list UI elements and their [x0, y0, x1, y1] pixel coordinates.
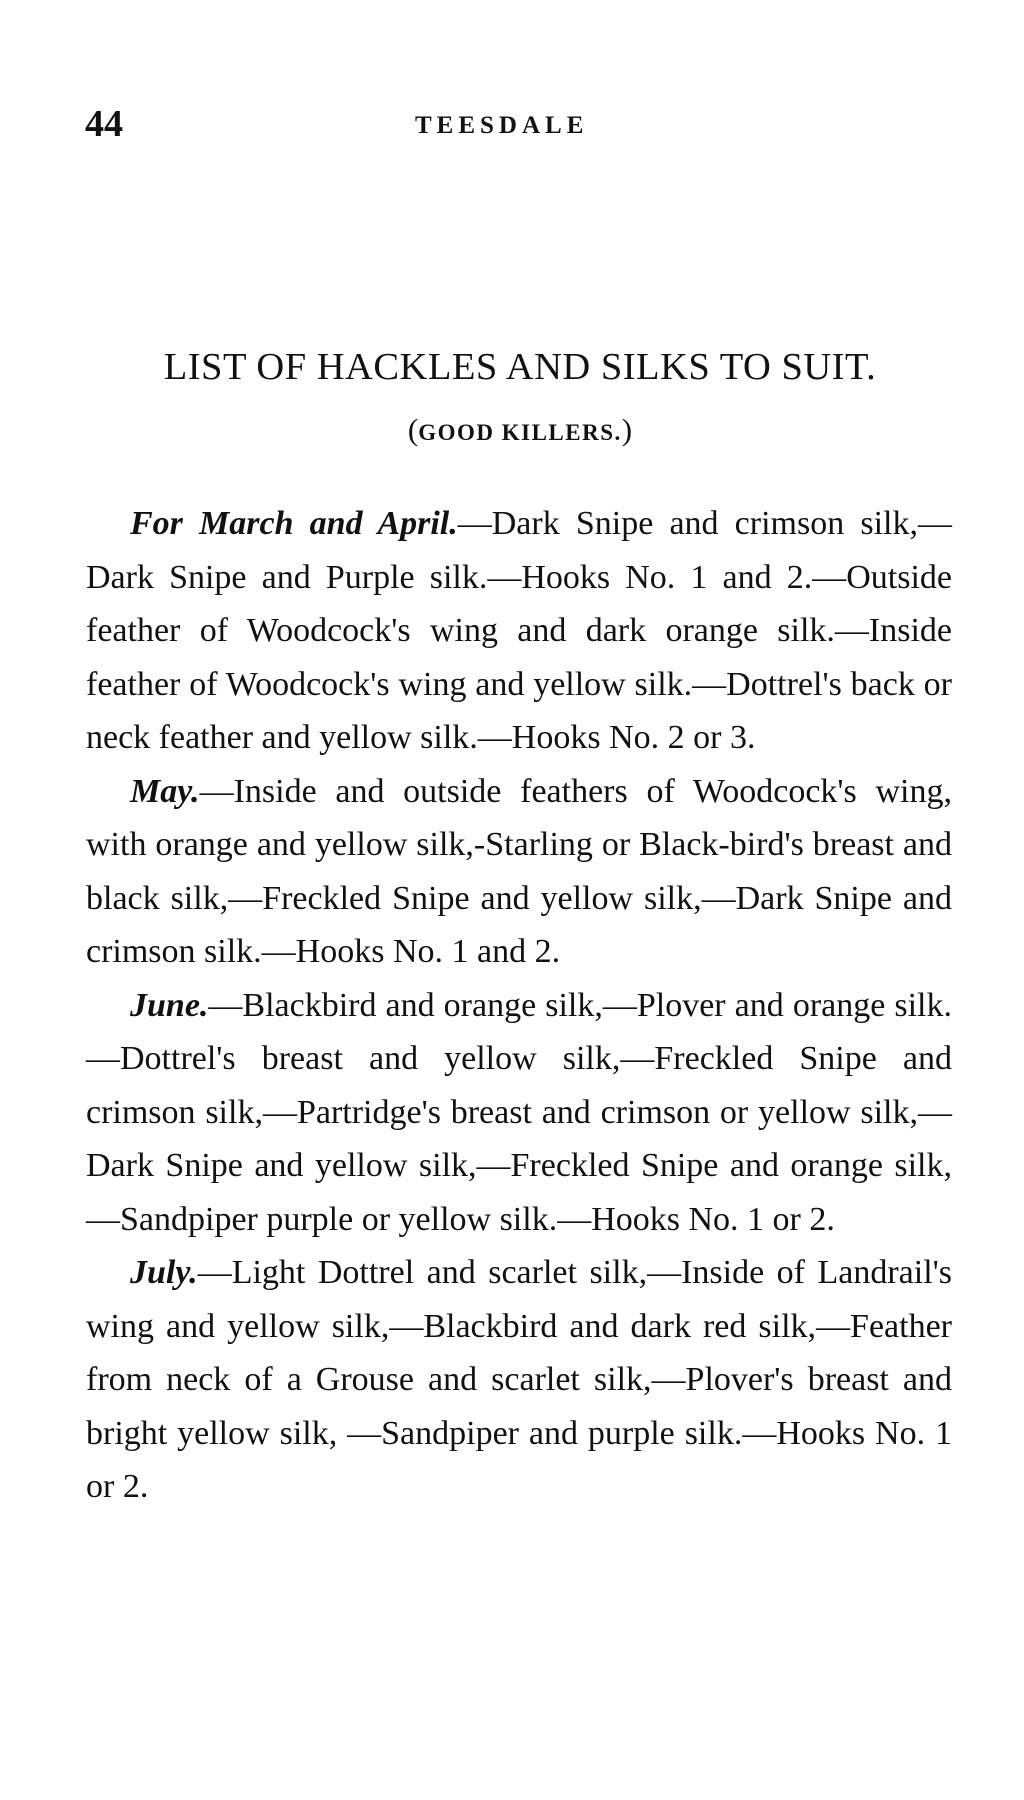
section-subheading [85, 412, 955, 448]
paragraph-march-april [86, 497, 952, 765]
period-label: For March and April. [130, 505, 458, 542]
period-label: July. [130, 1254, 198, 1291]
paragraph-july [86, 1246, 952, 1514]
section-heading: LIST OF HACKLES AND SILKS TO SUIT. [163, 346, 877, 388]
paragraph-text: —Light Dottrel and scarlet silk,—Inside of Landrail's wing and yellow silk,—Blackbird and dark red silk,—Feather from neck of a Grouse and scarlet silk,—Plover's breast and bright yellow silk, —Sandpiper and purple silk.—Hooks No. 1 or 2. [86, 1254, 952, 1505]
paragraph-may [86, 765, 952, 979]
page-number: 44 [85, 103, 123, 145]
subheading-close-paren: ) [621, 412, 633, 447]
paragraph-june [86, 979, 952, 1247]
period-label: May. [130, 772, 200, 810]
running-title: TEESDALE [415, 112, 589, 139]
paragraph-text: —Blackbird and orange silk,—Plover and orange silk.—Dottrel's breast and yellow silk,—Freckled Snipe and crimson silk,—Partridge's breast and crimson or yellow silk,—Dark Snipe and yellow silk,—Freckled Snipe and orange silk,—Sandpiper purple or yellow silk.—Hooks No. 1 or 2. [86, 986, 952, 1238]
body-text [86, 497, 952, 1514]
period-label: June. [130, 986, 209, 1024]
subheading-text: GOOD KILLERS. [418, 420, 622, 445]
subheading-open-paren: ( [407, 412, 419, 447]
running-head [85, 102, 954, 152]
paragraph-text: —Inside and outside feathers of Woodcock's wing, with orange and yellow silk,-Starling or Black-bird's breast and black silk,—Freckled Snipe and yellow silk,—Dark Snipe and crimson silk.—Hooks No. 1 and 2. [86, 772, 952, 970]
paragraph-text: —Dark Snipe and crimson silk,—Dark Snipe and Purple silk.—Hooks No. 1 and 2.—Outside feather of Woodcock's wing and dark orange silk.—Inside feather of Woodcock's wing and yellow silk.—Dottrel's back or neck feather and yellow silk.—Hooks No. 2 or 3. [86, 505, 952, 756]
